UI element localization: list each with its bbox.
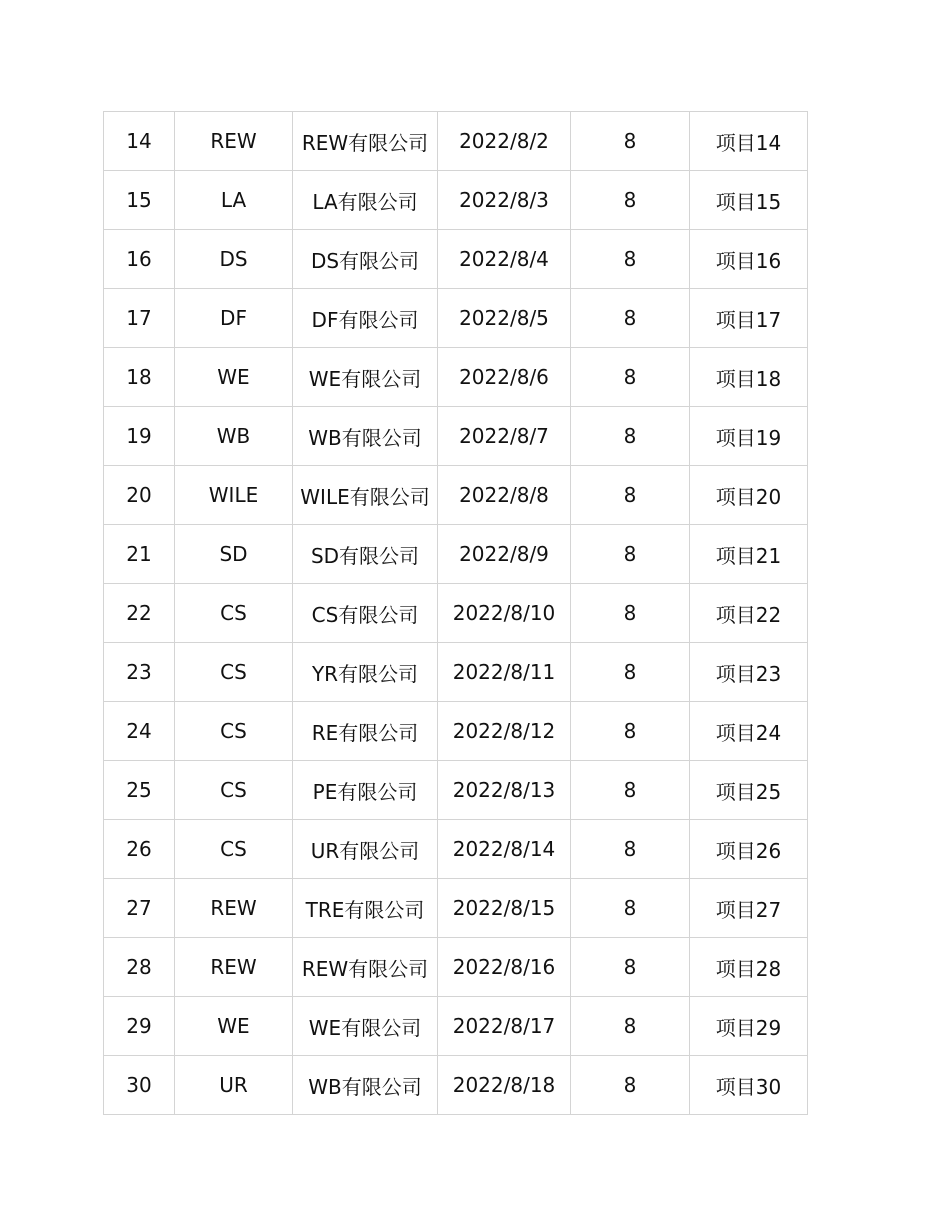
quantity-cell: 8	[571, 112, 690, 171]
project-cell: 项目17	[690, 289, 808, 348]
code-cell: WB	[175, 407, 293, 466]
project-cell: 项目25	[690, 761, 808, 820]
date-cell: 2022/8/5	[438, 289, 571, 348]
code-cell: CS	[175, 584, 293, 643]
table-row	[104, 348, 808, 407]
quantity-cell: 8	[571, 879, 690, 938]
quantity-cell: 8	[571, 230, 690, 289]
code-cell: REW	[175, 879, 293, 938]
project-cell: 项目29	[690, 997, 808, 1056]
quantity-cell: 8	[571, 525, 690, 584]
row-number-cell: 26	[104, 820, 175, 879]
company-cell: DF有限公司	[293, 289, 438, 348]
company-cell: LA有限公司	[293, 171, 438, 230]
code-cell: SD	[175, 525, 293, 584]
table-row	[104, 112, 808, 171]
quantity-cell: 8	[571, 407, 690, 466]
row-number-cell: 15	[104, 171, 175, 230]
project-cell: 项目23	[690, 643, 808, 702]
row-number-cell: 14	[104, 112, 175, 171]
row-number-cell: 16	[104, 230, 175, 289]
table-row	[104, 938, 808, 997]
project-cell: 项目21	[690, 525, 808, 584]
quantity-cell: 8	[571, 702, 690, 761]
row-number-cell: 30	[104, 1056, 175, 1115]
row-number-cell: 24	[104, 702, 175, 761]
code-cell: DF	[175, 289, 293, 348]
quantity-cell: 8	[571, 584, 690, 643]
company-cell: REW有限公司	[293, 938, 438, 997]
date-cell: 2022/8/6	[438, 348, 571, 407]
code-cell: REW	[175, 112, 293, 171]
code-cell: CS	[175, 761, 293, 820]
company-cell: UR有限公司	[293, 820, 438, 879]
table-row	[104, 466, 808, 525]
row-number-cell: 21	[104, 525, 175, 584]
project-cell: 项目27	[690, 879, 808, 938]
code-cell: CS	[175, 643, 293, 702]
company-cell: WB有限公司	[293, 407, 438, 466]
code-cell: WE	[175, 997, 293, 1056]
row-number-cell: 18	[104, 348, 175, 407]
quantity-cell: 8	[571, 289, 690, 348]
code-cell: WILE	[175, 466, 293, 525]
date-cell: 2022/8/14	[438, 820, 571, 879]
project-cell: 项目24	[690, 702, 808, 761]
date-cell: 2022/8/12	[438, 702, 571, 761]
date-cell: 2022/8/2	[438, 112, 571, 171]
row-number-cell: 22	[104, 584, 175, 643]
date-cell: 2022/8/15	[438, 879, 571, 938]
row-number-cell: 29	[104, 997, 175, 1056]
project-cell: 项目30	[690, 1056, 808, 1115]
company-cell: WILE有限公司	[293, 466, 438, 525]
quantity-cell: 8	[571, 1056, 690, 1115]
company-cell: PE有限公司	[293, 761, 438, 820]
quantity-cell: 8	[571, 466, 690, 525]
company-cell: SD有限公司	[293, 525, 438, 584]
project-cell: 项目20	[690, 466, 808, 525]
table-row	[104, 525, 808, 584]
table-row	[104, 1056, 808, 1115]
date-cell: 2022/8/3	[438, 171, 571, 230]
date-cell: 2022/8/10	[438, 584, 571, 643]
table-row	[104, 997, 808, 1056]
table-row	[104, 702, 808, 761]
company-cell: REW有限公司	[293, 112, 438, 171]
table-row	[104, 171, 808, 230]
company-cell: DS有限公司	[293, 230, 438, 289]
date-cell: 2022/8/7	[438, 407, 571, 466]
quantity-cell: 8	[571, 348, 690, 407]
table-row	[104, 820, 808, 879]
project-cell: 项目28	[690, 938, 808, 997]
company-cell: WE有限公司	[293, 997, 438, 1056]
quantity-cell: 8	[571, 938, 690, 997]
date-cell: 2022/8/16	[438, 938, 571, 997]
table-row	[104, 643, 808, 702]
company-cell: TRE有限公司	[293, 879, 438, 938]
table-row	[104, 879, 808, 938]
table-row	[104, 407, 808, 466]
row-number-cell: 28	[104, 938, 175, 997]
company-cell: WE有限公司	[293, 348, 438, 407]
table-row	[104, 584, 808, 643]
code-cell: CS	[175, 702, 293, 761]
date-cell: 2022/8/18	[438, 1056, 571, 1115]
company-cell: CS有限公司	[293, 584, 438, 643]
quantity-cell: 8	[571, 997, 690, 1056]
table-row	[104, 230, 808, 289]
row-number-cell: 17	[104, 289, 175, 348]
code-cell: DS	[175, 230, 293, 289]
quantity-cell: 8	[571, 171, 690, 230]
code-cell: CS	[175, 820, 293, 879]
table-row	[104, 289, 808, 348]
data-table	[103, 111, 808, 1115]
code-cell: REW	[175, 938, 293, 997]
code-cell: UR	[175, 1056, 293, 1115]
date-cell: 2022/8/17	[438, 997, 571, 1056]
quantity-cell: 8	[571, 643, 690, 702]
row-number-cell: 23	[104, 643, 175, 702]
row-number-cell: 19	[104, 407, 175, 466]
company-cell: WB有限公司	[293, 1056, 438, 1115]
date-cell: 2022/8/4	[438, 230, 571, 289]
company-cell: RE有限公司	[293, 702, 438, 761]
project-cell: 项目14	[690, 112, 808, 171]
row-number-cell: 27	[104, 879, 175, 938]
project-cell: 项目26	[690, 820, 808, 879]
project-cell: 项目16	[690, 230, 808, 289]
company-cell: YR有限公司	[293, 643, 438, 702]
date-cell: 2022/8/13	[438, 761, 571, 820]
table-body	[104, 112, 808, 1115]
row-number-cell: 20	[104, 466, 175, 525]
project-cell: 项目19	[690, 407, 808, 466]
row-number-cell: 25	[104, 761, 175, 820]
project-cell: 项目15	[690, 171, 808, 230]
table-row	[104, 761, 808, 820]
code-cell: LA	[175, 171, 293, 230]
date-cell: 2022/8/8	[438, 466, 571, 525]
date-cell: 2022/8/9	[438, 525, 571, 584]
date-cell: 2022/8/11	[438, 643, 571, 702]
code-cell: WE	[175, 348, 293, 407]
quantity-cell: 8	[571, 820, 690, 879]
project-cell: 项目18	[690, 348, 808, 407]
project-cell: 项目22	[690, 584, 808, 643]
quantity-cell: 8	[571, 761, 690, 820]
